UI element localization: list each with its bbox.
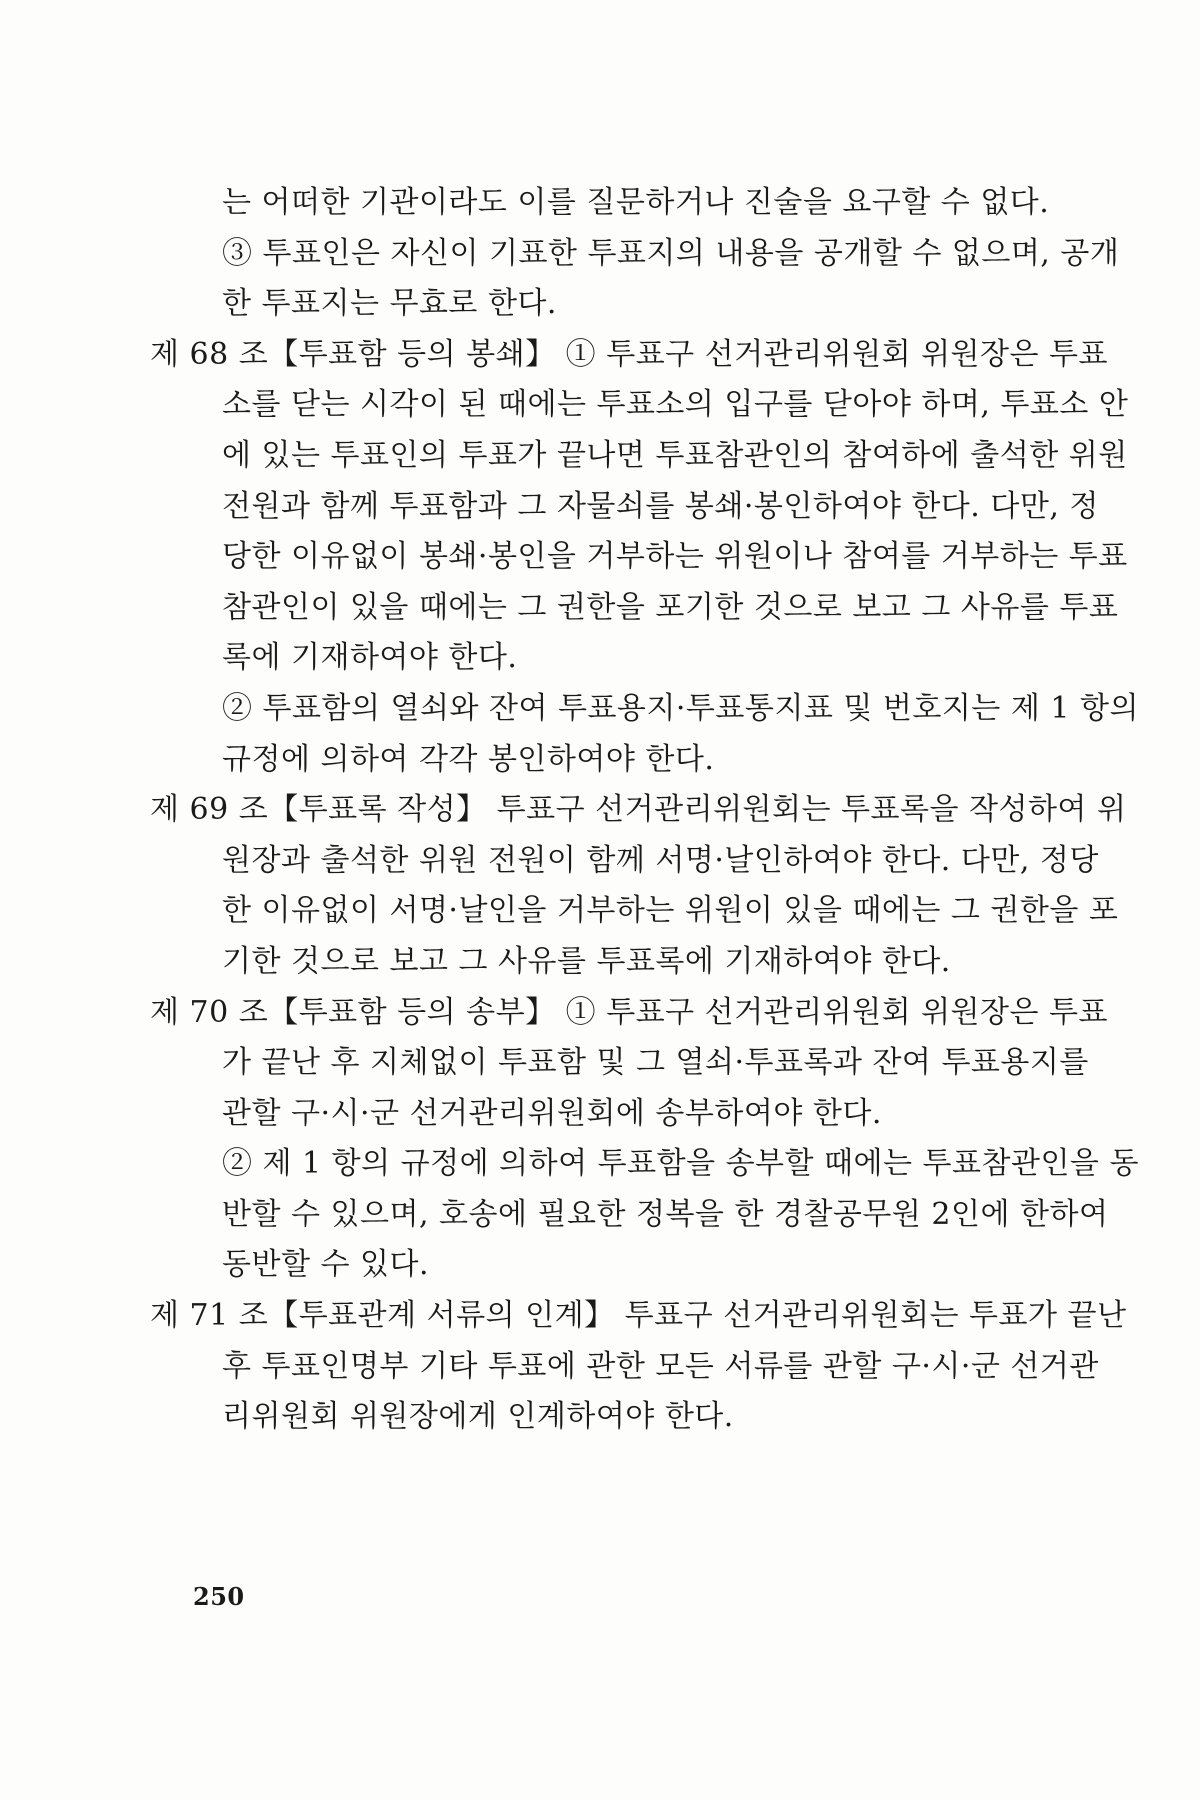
- article-69-heading-line: 제 69 조【투표록 작성】 투표구 선거관리위원회는 투표록을 작성하여 위: [150, 792, 1127, 828]
- article-68-heading-line: 제 68 조【투표함 등의 봉쇄】 ① 투표구 선거관리위원회 위원장은 투표: [150, 336, 1108, 372]
- text-line: 한 이유없이 서명·날인을 거부하는 위원이 있을 때에는 그 권한을 포: [222, 893, 1119, 929]
- text-line: 한 투표지는 무효로 한다.: [222, 286, 557, 322]
- text-line: 기한 것으로 보고 그 사유를 투표록에 기재하여야 한다.: [222, 943, 951, 979]
- text-line: 가 끝난 후 지체없이 투표함 및 그 열쇠·투표록과 잔여 투표용지를: [222, 1045, 1089, 1081]
- text-line: 소를 닫는 시각이 된 때에는 투표소의 입구를 닫아야 하며, 투표소 안: [222, 387, 1129, 423]
- text-line: 전원과 함께 투표함과 그 자물쇠를 봉쇄·봉인하여야 한다. 다만, 정: [222, 488, 1099, 524]
- article-71-heading-line: 제 71 조【투표관계 서류의 인계】 투표구 선거관리위원회는 투표가 끝난: [150, 1298, 1127, 1334]
- text-line: 후 투표인명부 기타 투표에 관한 모든 서류를 관할 구·시·군 선거관: [222, 1348, 1099, 1384]
- text-line: 참관인이 있을 때에는 그 권한을 포기한 것으로 보고 그 사유를 투표: [222, 589, 1119, 625]
- text-line: 규정에 의하여 각각 봉인하여야 한다.: [222, 741, 715, 777]
- text-line: 리위원회 위원장에게 인계하여야 한다.: [222, 1399, 734, 1435]
- text-line: ③ 투표인은 자신이 기표한 투표지의 내용을 공개할 수 없으며, 공개: [222, 235, 1120, 271]
- page-number: 250: [193, 1582, 245, 1611]
- body-text: [150, 178, 1139, 1443]
- text-line: 는 어떠한 기관이라도 이를 질문하거나 진술을 요구할 수 없다.: [222, 185, 1050, 220]
- text-line: ② 투표함의 열쇠와 잔여 투표용지·투표통지표 및 번호지는 제 1 항의: [222, 690, 1139, 726]
- text-line: ② 제 1 항의 규정에 의하여 투표함을 송부할 때에는 투표참관인을 동: [222, 1146, 1139, 1182]
- text-line: 당한 이유없이 봉쇄·봉인을 거부하는 위원이나 참여를 거부하는 투표: [222, 539, 1128, 575]
- text-line: 에 있는 투표인의 투표가 끝나면 투표참관인의 참여하에 출석한 위원: [222, 437, 1128, 473]
- text-line: 원장과 출석한 위원 전원이 함께 서명·날인하여야 한다. 다만, 정당: [222, 842, 1099, 878]
- text-line: 동반할 수 있다.: [222, 1247, 429, 1283]
- text-line: 록에 기재하여야 한다.: [222, 640, 518, 676]
- article-70-heading-line: 제 70 조【투표함 등의 송부】 ① 투표구 선거관리위원회 위원장은 투표: [150, 994, 1108, 1030]
- text-line: 관할 구·시·군 선거관리위원회에 송부하여야 한다.: [222, 1095, 882, 1131]
- text-line: 반할 수 있으며, 호송에 필요한 정복을 한 경찰공무원 2인에 한하여: [222, 1196, 1109, 1232]
